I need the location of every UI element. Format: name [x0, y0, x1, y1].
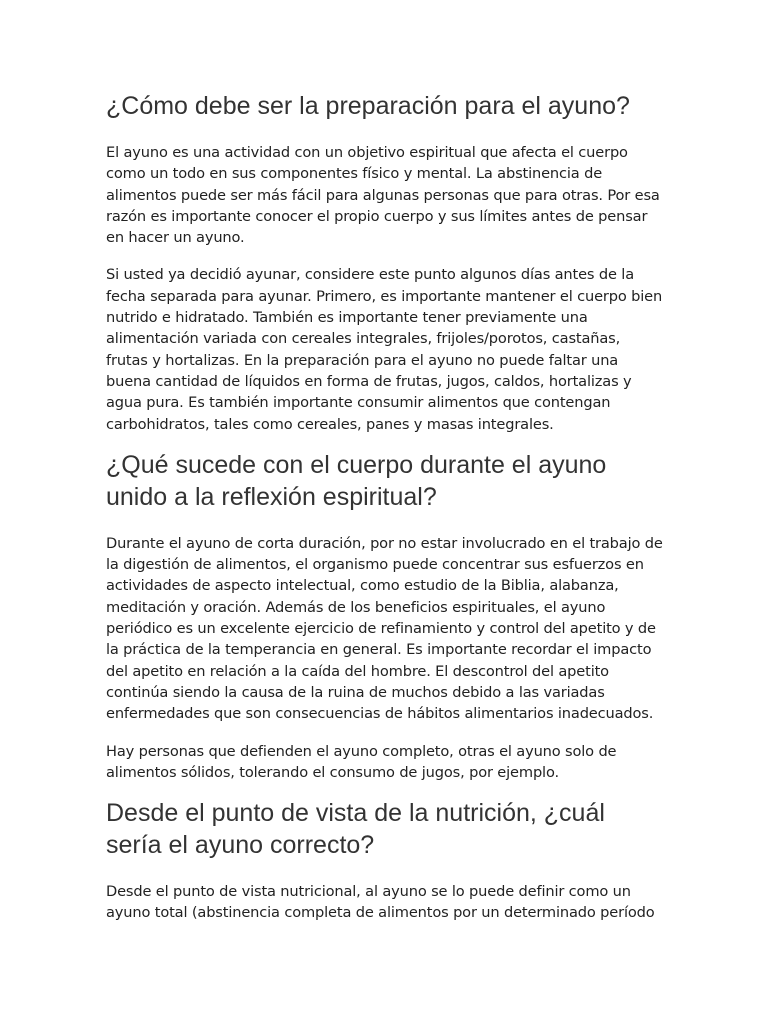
- paragraph: Durante el ayuno de corta duración, por no estar involucrado en el trabajo de la digestión de alimentos, el organismo puede concentrar sus esfuerzos en actividades de aspecto intelectual, como estudio de la Biblia, alabanza, meditación y oración. Además de los beneficios espirituales, el ayuno periódico es un excelente ejercicio de refinamiento y control del apetito y de la práctica de la temperancia en general. Es importante recordar el impacto del apetito en relación a la caída del hombre. El descontrol del apetito continúa siendo la causa de la ruina de muchos debido a las variadas enfermedades que son consecuencias de hábitos alimentarios inadecuados.: [106, 534, 663, 723]
- section-heading-nutrition: Desde el punto de vista de la nutrición, ¿cuál sería el ayuno correcto?: [106, 799, 605, 860]
- paragraph: Si usted ya decidió ayunar, considere este punto algunos días antes de la fecha separada para ayunar. Primero, es importante mantener el cuerpo bien nutrido e hidratado. También es importante tener previamente una alimentación variada con cereales integrales, frijoles/porotos, castañas, frutas y hortalizas. En la preparación para el ayuno no puede faltar una buena cantidad de líquidos en forma de frutas, jugos, caldos, hortalizas y agua pura. Es también importante consumir alimentos que contengan carbohidratos, tales como cereales, panes y masas integrales.: [106, 266, 663, 433]
- paragraph: Hay personas que defienden el ayuno completo, otras el ayuno solo de alimentos sólidos, tolerando el consumo de jugos, por ejemplo.: [106, 742, 617, 781]
- document-page: [106, 90, 666, 924]
- section-heading-body-during-fast: ¿Qué sucede con el cuerpo durante el ayuno unido a la reflexión espiritual?: [106, 450, 607, 511]
- section-heading-preparation: ¿Cómo debe ser la preparación para el ayuno?: [106, 92, 630, 120]
- paragraph: Desde el punto de vista nutricional, al ayuno se lo puede definir como un ayuno total (abstinencia completa de alimentos por un determinado período: [106, 883, 655, 922]
- paragraph: El ayuno es una actividad con un objetivo espiritual que afecta el cuerpo como un todo en sus componentes físico y mental. La abstinencia de alimentos puede ser más fácil para algunas personas que para otras. Por esa razón es importante conocer el propio cuerpo y sus límites antes de pensar en hacer un ayuno.: [106, 144, 660, 247]
